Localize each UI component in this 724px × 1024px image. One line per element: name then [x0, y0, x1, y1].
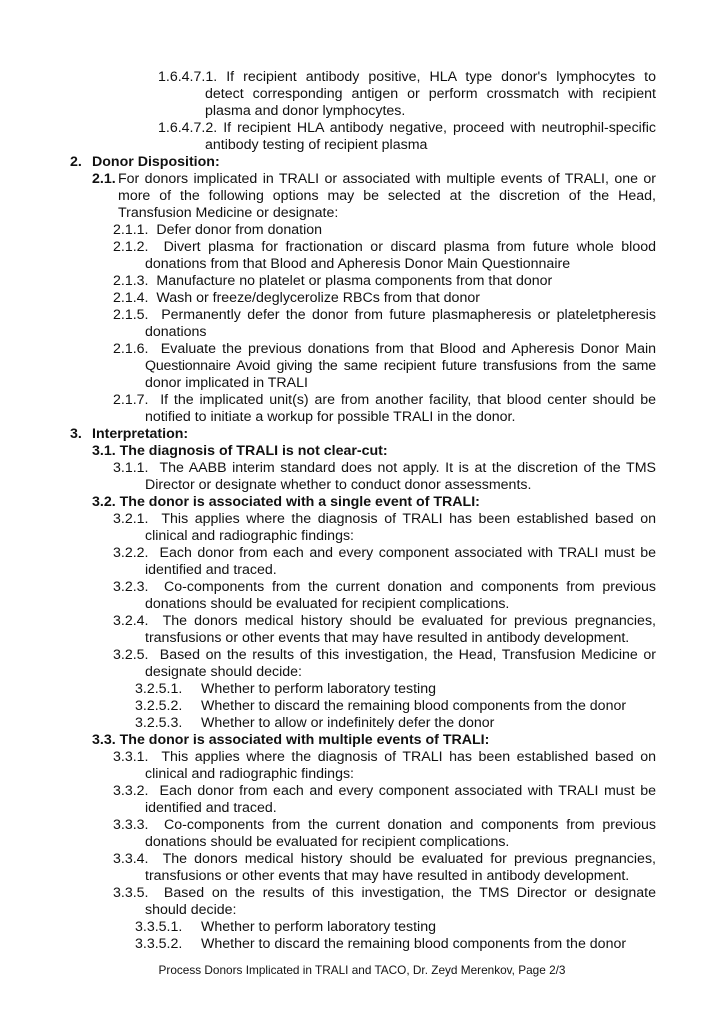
item-3-2-5-line-2: designate should decide:: [145, 664, 302, 680]
item-2-1-7-line-1: 2.1.7. If the implicated unit(s) are from another facility, that blood center should be: [113, 392, 656, 408]
item-3-3-5-2-number: 3.3.5.2.: [135, 936, 183, 952]
item-3-3-3-line-2: donations should be evaluated for recipient complications.: [145, 834, 510, 850]
item-3-3-4-line-2: transfusions or other events that may have resulted in antibody development.: [145, 868, 630, 884]
item-3-3-5-line-1: 3.3.5. Based on the results of this investigation, the TMS Director or designate: [113, 885, 656, 901]
subsection-3-2-heading: 3.2. The donor is associated with a single event of TRALI:: [92, 494, 480, 510]
item-2-1-7-line-2: notified to initiate a workup for possible TRALI in the donor.: [145, 409, 516, 425]
item-3-2-5-3-number: 3.2.5.3.: [135, 715, 183, 731]
item-3-2-4-line-2: transfusions or other events that may have resulted in antibody development.: [145, 630, 630, 646]
item-2-1-line-2: more of the following options may be selected at the discretion of the Head,: [118, 188, 656, 204]
section-number-2: 2.: [70, 154, 82, 170]
item-3-3-2-line-2: identified and traced.: [145, 800, 277, 816]
item-3-2-1-line-2: clinical and radiographic findings:: [145, 528, 354, 544]
item-2-1-line-3: Transfusion Medicine or designate:: [118, 205, 339, 221]
page-footer: Process Donors Implicated in TRALI and TACO, Dr. Zeyd Merenkov, Page 2/3: [158, 963, 566, 977]
item-2-1-6-line-1: 2.1.6. Evaluate the previous donations from that Blood and Apheresis Donor Main: [113, 341, 657, 357]
item-2-1-1: 2.1.1. Defer donor from donation: [113, 222, 323, 238]
list-item-1-6-4-7-2-line-1: 1.6.4.7.2. If recipient HLA antibody negative, proceed with neutrophil-specific: [158, 120, 656, 136]
item-3-2-5-2-number: 3.2.5.2.: [135, 698, 183, 714]
item-3-2-3-line-1: 3.2.3. Co-components from the current donation and components from previous: [113, 579, 656, 595]
item-3-3-1-line-2: clinical and radiographic findings:: [145, 766, 354, 782]
item-3-2-3-line-2: donations should be evaluated for recipient complications.: [145, 596, 510, 612]
item-3-3-5-1-number: 3.3.5.1.: [135, 919, 183, 935]
subsection-3-3-heading: 3.3. The donor is associated with multiple events of TRALI:: [92, 732, 490, 748]
item-2-1-line-1: For donors implicated in TRALI or associated with multiple events of TRALI, one or: [118, 171, 656, 187]
list-item-1-6-4-7-1-line-3: plasma and donor lymphocytes.: [205, 103, 406, 119]
item-2-1-5-line-2: donations: [145, 324, 207, 340]
item-2-1-2-line-1: 2.1.2. Divert plasma for fractionation or discard plasma from future whole blood: [113, 239, 656, 255]
list-item-1-6-4-7-2-line-2: antibody testing of recipient plasma: [205, 137, 428, 153]
item-3-2-5-3-text: Whether to allow or indefinitely defer the donor: [201, 715, 495, 731]
item-3-1-1-line-1: 3.1.1. The AABB interim standard does not apply. It is at the discretion of the TMS: [113, 460, 656, 476]
section-heading-donor-disposition: Donor Disposition:: [92, 154, 220, 170]
item-3-2-2-line-2: identified and traced.: [145, 562, 277, 578]
item-2-1-3: 2.1.3. Manufacture no platelet or plasma components from that donor: [113, 273, 553, 289]
list-item-1-6-4-7-1-line-1: 1.6.4.7.1. If recipient antibody positive, HLA type donor's lymphocytes to: [158, 69, 656, 85]
item-3-3-3-line-1: 3.3.3. Co-components from the current donation and components from previous: [113, 817, 656, 833]
section-heading-interpretation: Interpretation:: [92, 426, 189, 442]
item-3-3-5-line-2: should decide:: [145, 902, 237, 918]
item-3-3-5-2-text: Whether to discard the remaining blood components from the donor: [201, 936, 627, 952]
item-2-1-4: 2.1.4. Wash or freeze/deglycerolize RBCs from that donor: [113, 290, 480, 306]
item-3-3-1-line-1: 3.3.1. This applies where the diagnosis of TRALI has been established based on: [113, 749, 656, 765]
item-3-2-5-1-text: Whether to perform laboratory testing: [201, 681, 436, 697]
item-3-2-1-line-1: 3.2.1. This applies where the diagnosis of TRALI has been established based on: [113, 511, 656, 527]
item-2-1-6-line-2: Questionnaire Avoid giving the same recipient future transfusions from the same: [145, 358, 656, 374]
item-3-3-5-1-text: Whether to perform laboratory testing: [201, 919, 436, 935]
item-3-3-2-line-1: 3.3.2. Each donor from each and every component associated with TRALI must be: [113, 783, 657, 799]
item-3-3-4-line-1: 3.3.4. The donors medical history should be evaluated for previous pregnancies,: [113, 851, 656, 867]
item-2-1-6-line-3: donor implicated in TRALI: [145, 375, 308, 391]
item-3-2-5-1-number: 3.2.5.1.: [135, 681, 183, 697]
item-number-2-1: 2.1.: [92, 171, 116, 187]
item-2-1-5-line-1: 2.1.5. Permanently defer the donor from future plasmapheresis or plateletpheresis: [113, 307, 656, 323]
item-3-2-4-line-1: 3.2.4. The donors medical history should be evaluated for previous pregnancies,: [113, 613, 656, 629]
item-3-2-5-2-text: Whether to discard the remaining blood components from the donor: [201, 698, 627, 714]
section-number-3: 3.: [70, 426, 82, 442]
subsection-3-1-heading: 3.1. The diagnosis of TRALI is not clear-cut:: [92, 443, 388, 459]
item-3-2-2-line-1: 3.2.2. Each donor from each and every component associated with TRALI must be: [113, 545, 657, 561]
item-3-2-5-line-1: 3.2.5. Based on the results of this investigation, the Head, Transfusion Medicine or: [113, 647, 656, 663]
item-3-1-1-line-2: Director or designate whether to conduct donor assessments.: [145, 477, 532, 493]
item-2-1-2-line-2: donations from that Blood and Apheresis Donor Main Questionnaire: [145, 256, 571, 272]
list-item-1-6-4-7-1-line-2: detect corresponding antigen or perform crossmatch with recipient: [205, 86, 656, 102]
